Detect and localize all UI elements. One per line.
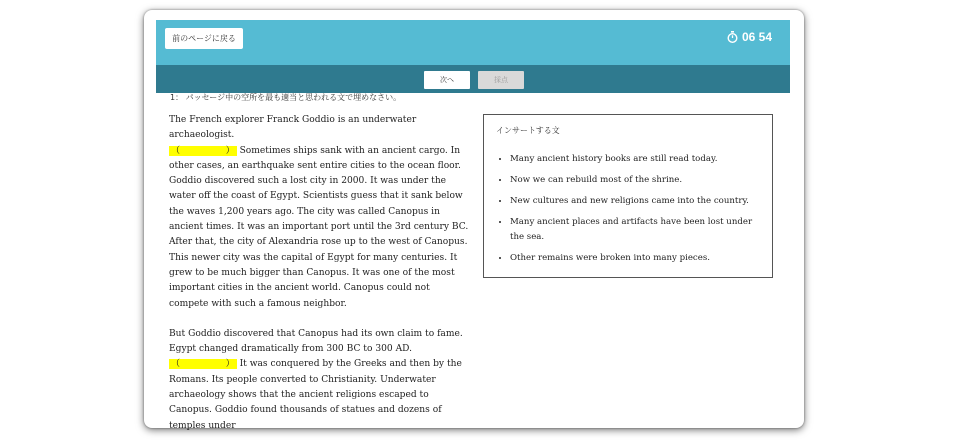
top-bar (156, 20, 790, 65)
stopwatch-icon (727, 31, 738, 43)
insert-option[interactable]: • Many ancient places and artifacts have been lost under the sea. (510, 215, 760, 245)
insert-option[interactable]: • Many ancient history books are still read today. (510, 152, 760, 167)
timer-value: 06 54 (741, 30, 772, 44)
question-instruction: 1： パッセージ中の空所を最も適当と思われる文で埋めなさい。 (170, 93, 402, 102)
back-button[interactable]: 前のページに戻る (165, 28, 243, 49)
insert-option[interactable]: • New cultures and new religions came into the country. (510, 194, 760, 209)
blank-1[interactable]: （ ） (171, 145, 235, 156)
passage-text: Sometimes ships sank with an ancient cargo. In other cases, an earthquake sent entire cities to the ocean floor. Goddio discovered such a lost city in 2000. It was under the water off the coast of Egypt. Scientists guess that it sank below the waves 1,200 years ago. The city was called Canopus in ancient times. It was an important port until the 3rd century BC. After that, the city of Alexandria rose up to the west of Canopus. This newer city was the capital of Egypt for many centuries. It grew to be much bigger than Canopus. It was one of the most important cities in the ancient world. Canopus could not compete with such a famous neighbor. (169, 145, 469, 309)
next-button[interactable]: 次へ (424, 71, 470, 89)
insert-options-list (496, 152, 760, 266)
passage-text: The French explorer Franck Goddio is an underwater archaeologist. (169, 115, 417, 141)
score-button[interactable]: 採点 (478, 71, 524, 89)
insert-option[interactable]: • Other remains were broken into many pieces. (510, 251, 760, 266)
passage (169, 113, 469, 431)
blank-2[interactable]: （ ） (171, 359, 235, 370)
passage-paragraph-2 (169, 327, 469, 434)
passage-paragraph-1 (169, 113, 469, 312)
timer (727, 30, 772, 44)
insert-option[interactable]: • Now we can rebuild most of the shrine. (510, 173, 760, 188)
insert-panel-title: インサートする文 (496, 126, 560, 135)
passage-text: But Goddio discovered that Canopus had its own claim to fame. Egypt changed dramatically from 300 BC to 300 AD. (169, 328, 463, 355)
passage-text: It was conquered by the Greeks and then by the Romans. Its people converted to Christianity. Underwater archaeology shows that the ancient religions escaped to Canopus. Goddio found thousands of statues and dozens of temples under (169, 359, 462, 431)
nav-bar (156, 65, 790, 93)
quiz-card (144, 10, 804, 431)
insert-sentence-panel (483, 114, 773, 278)
